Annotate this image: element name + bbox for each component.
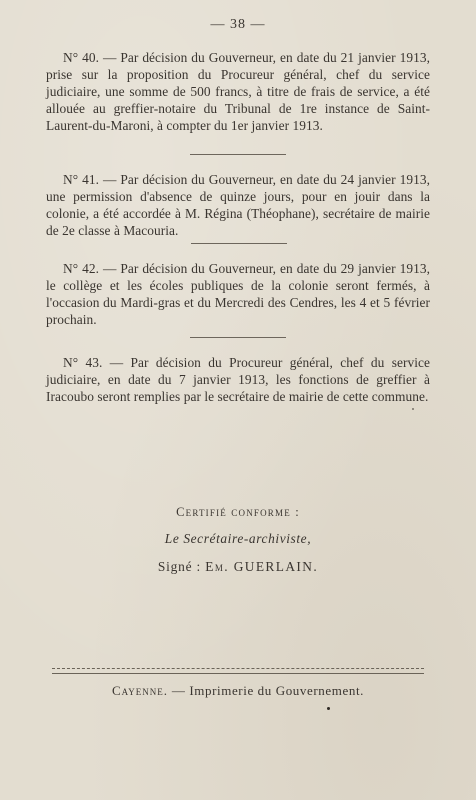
decision-entry-42: N° 42. — Par décision du Gouverneur, en date du 29 janvier 1913, le collège et les écoles publiques de la colonie seront fermés, à l'occasion du Mardi-gras et du Mercredi des Cendres, les 4 et 5 février prochain. [46,261,430,327]
decision-entry-41: N° 41. — Par décision du Gouverneur, en date du 24 janvier 1913, une permission d'absence de quinze jours, pour en jouir dans la colonie, a été accordée à M. Régina (Théophane), secrétaire de mairie de 2e classe à Macouria. [46,172,430,238]
footer-rule-top [52,668,424,669]
decision-entry-43: N° 43. — Par décision du Procureur général, chef du service judiciaire, en date du 7 janvier 1913, les fonctions de greffier à Iracoubo seront remplies par le secrétaire de mairie de cette commune. [46,355,430,404]
ink-speck [412,408,414,410]
separator-rule [190,154,286,155]
imprint-line [0,683,476,699]
certification-heading: Certifié conforme : [176,505,300,519]
footer-rule-bottom [52,673,424,674]
certification-signature [0,559,476,575]
certification-title: Le Secrétaire-archiviste, [164,531,312,546]
separator-rule [191,243,287,244]
decision-entry-40: N° 40. — Par décision du Gouverneur, en date du 21 janvier 1913, prise sur la proposition du Procureur général, chef du service judiciaire, une somme de 500 francs, à titre de frais de service, a été allouée au greffier-notaire du Tribunal de 1re instance de Saint-Laurent-du-Maroni, à compter du 1er janvier 1913. [46,50,430,133]
separator-rule [190,337,286,338]
imprint-text: — Imprimerie du Gouvernement. [168,683,365,698]
signer-name: Em. GUERLAIN. [205,559,319,574]
ink-speck [327,707,330,710]
imprint-city: Cayenne. [111,683,169,698]
page-number: — 38 — [210,17,266,32]
signed-prefix: Signé : [157,559,206,574]
